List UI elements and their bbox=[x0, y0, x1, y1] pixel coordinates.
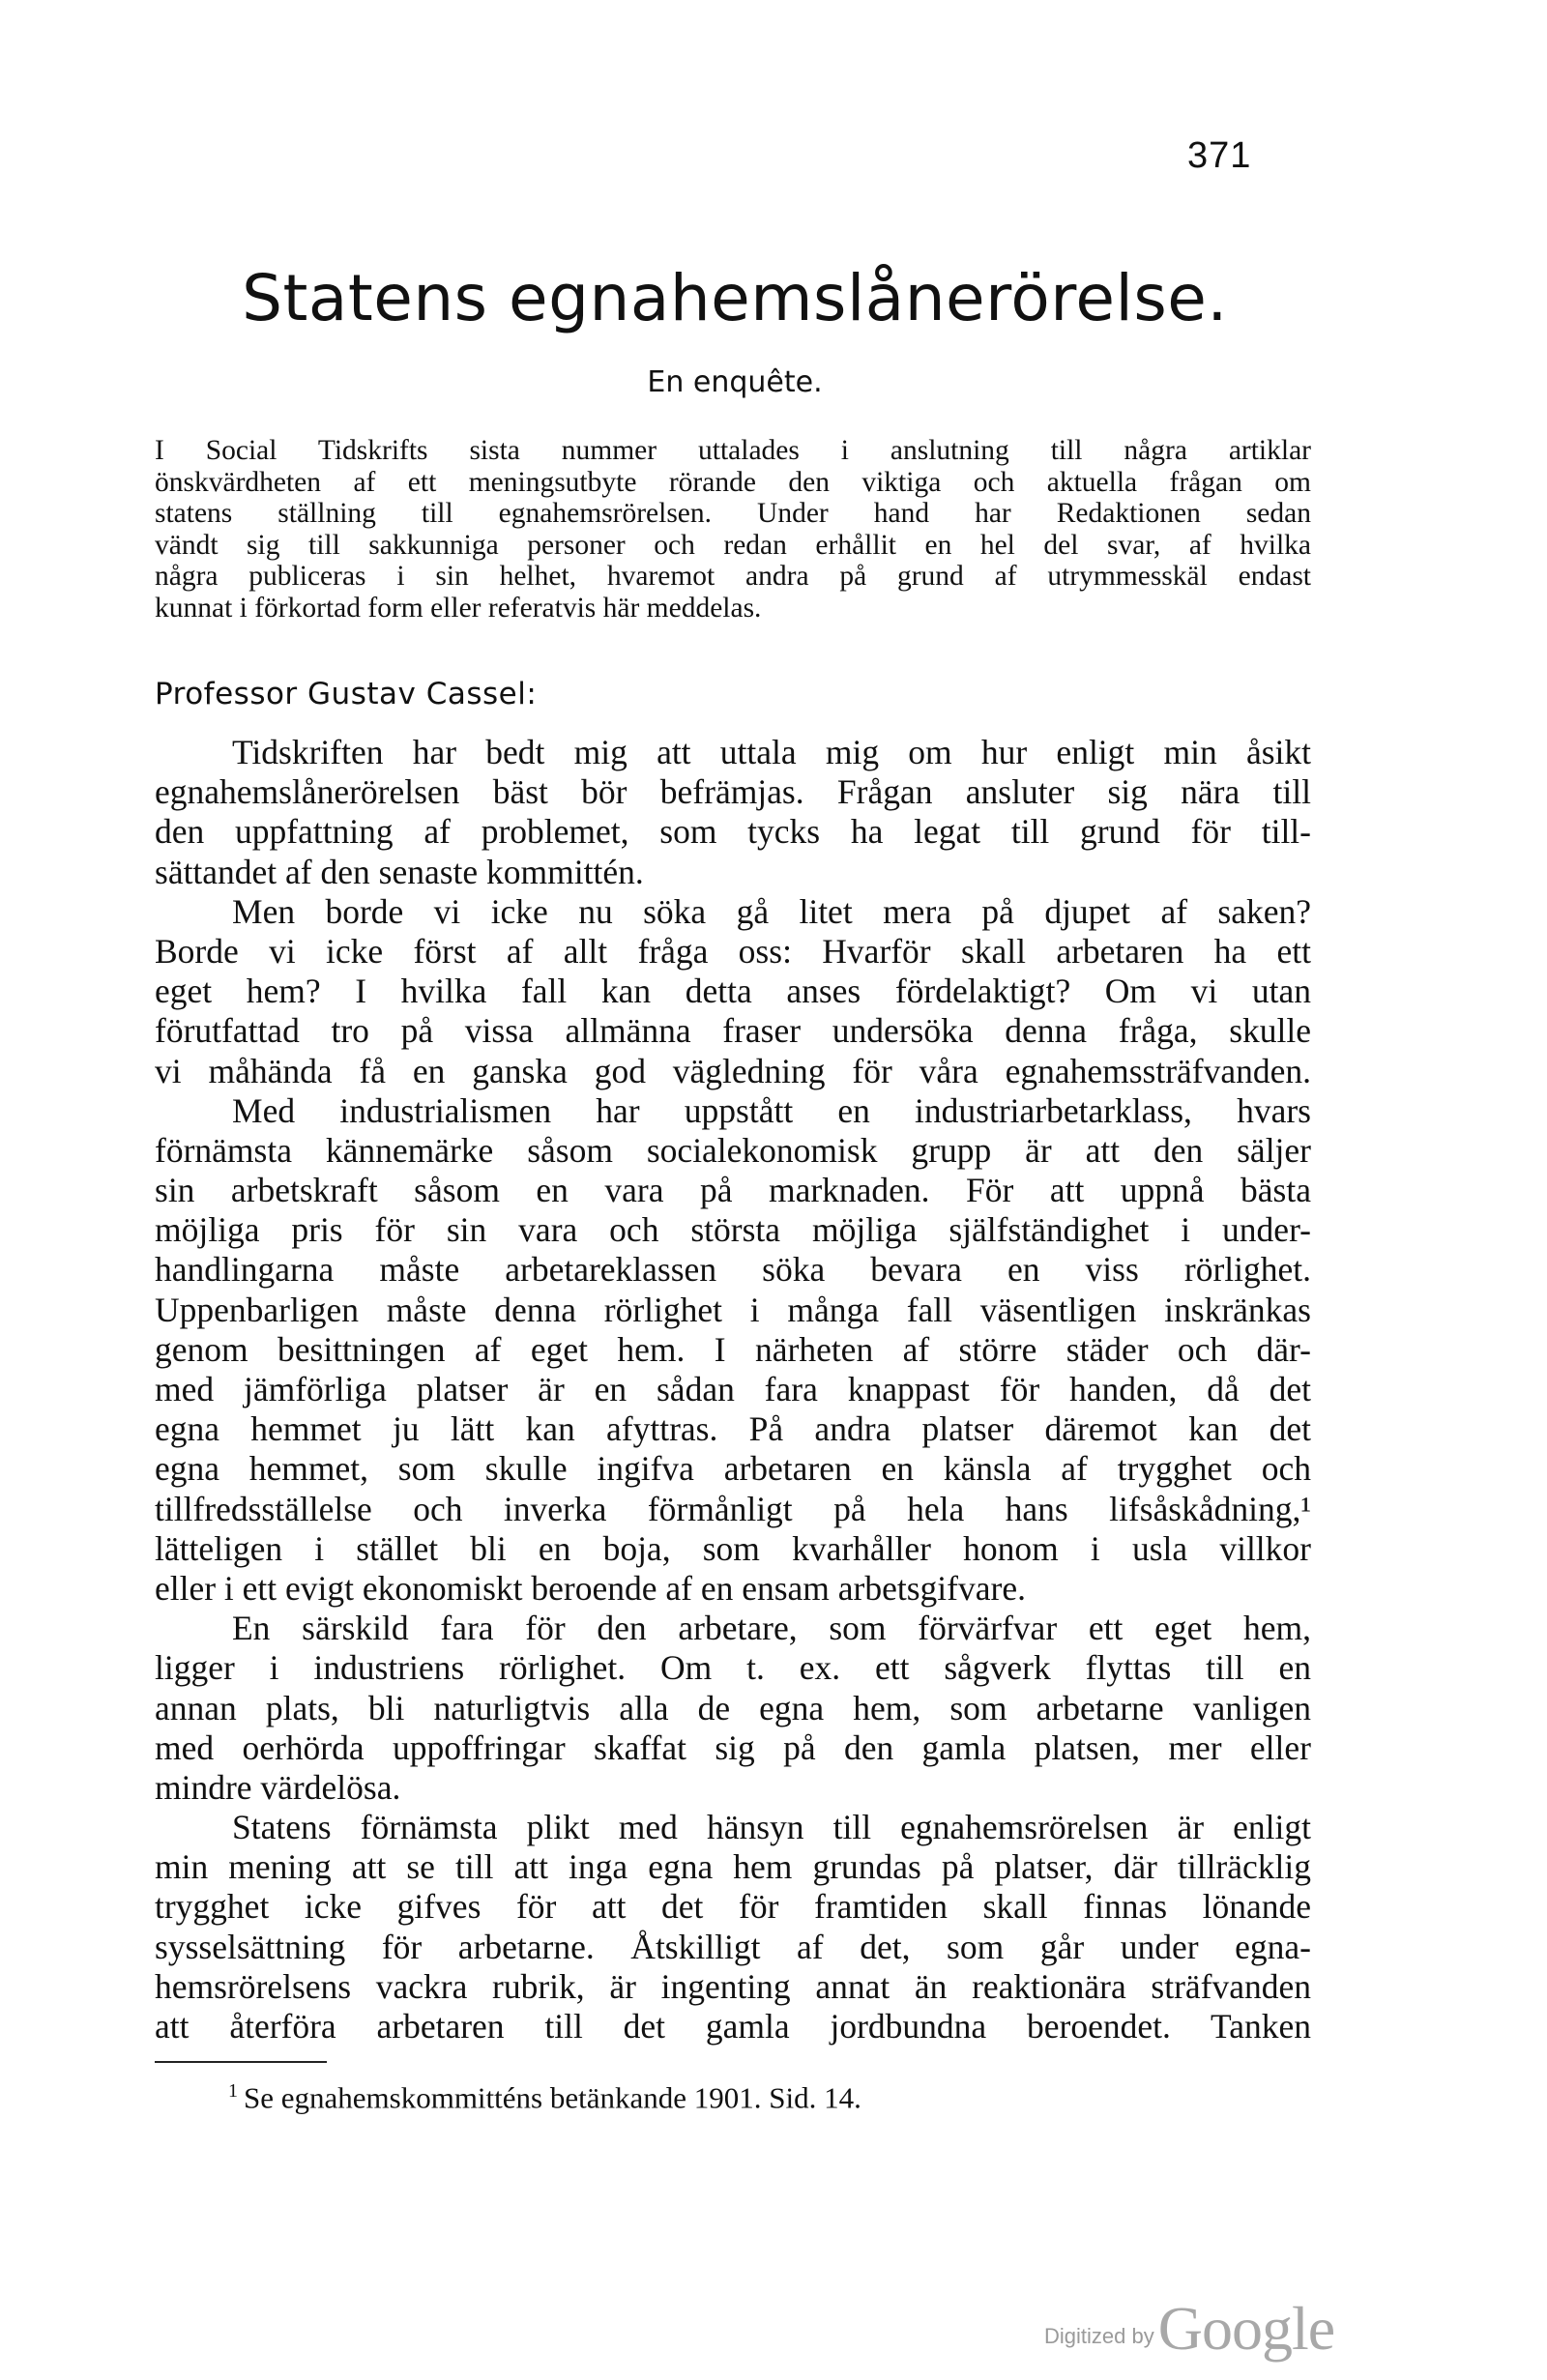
body-line: genom besittningen af eget hem. I närheten af större städer och där- bbox=[155, 1329, 1311, 1369]
body-line: trygghet icke gifves för att det för framtiden skall finnas lönande bbox=[155, 1887, 1311, 1927]
intro-paragraph bbox=[155, 435, 1311, 624]
page-number: 371 bbox=[1187, 135, 1252, 176]
body-line: Med industrialismen har uppstått en industriarbetarklass, hvars bbox=[232, 1090, 1311, 1130]
body-line: ligger i industriens rörlighet. Om t. ex. ett sågverk flyttas till en bbox=[155, 1648, 1311, 1688]
body-line: handlingarna måste arbetareklassen söka bevara en viss rörlighet. bbox=[155, 1250, 1311, 1290]
intro-line: några publiceras i sin helhet, hvaremot andra på grund af utrymmesskäl endast bbox=[155, 561, 1311, 592]
body-text bbox=[155, 733, 1311, 2046]
body-line: att återföra arbetaren till det gamla jordbundna beroendet. Tanken bbox=[155, 2007, 1311, 2046]
digitized-watermark bbox=[1044, 2293, 1334, 2365]
intro-line: önskvärdheten af ett meningsutbyte rörande den viktiga och aktuella frågan om bbox=[155, 466, 1311, 498]
body-line: vi måhända få en ganska god vägledning för våra egnahemssträfvanden. bbox=[155, 1051, 1311, 1090]
body-line: En särskild fara för den arbetare, som förvärfvar ett eget hem, bbox=[232, 1609, 1311, 1648]
body-line: Borde vi icke först af allt fråga oss: Hvarför skall arbetaren ha ett bbox=[155, 931, 1311, 971]
body-line: sysselsättning för arbetarne. Åtskilligt af det, som går under egna- bbox=[155, 1927, 1311, 1966]
body-line: egna hemmet, som skulle ingifva arbetaren en känsla af trygghet och bbox=[155, 1449, 1311, 1489]
footnote-marker: 1 bbox=[228, 2080, 238, 2102]
intro-line: kunnat i förkortad form eller referatvis här meddelas. bbox=[155, 592, 762, 624]
body-line: förnämsta kännemärke såsom socialekonomisk grupp är att den säljer bbox=[155, 1130, 1311, 1170]
body-line: Statens förnämsta plikt med hänsyn till egnahemsrörelsen är enligt bbox=[232, 1808, 1311, 1847]
intro-line: statens ställning till egnahemsrörelsen. Under hand har Redaktionen sedan bbox=[155, 498, 1311, 529]
article-title: Statens egnahemslånerörelse. bbox=[242, 261, 1228, 335]
footnote-divider bbox=[155, 2061, 327, 2063]
body-line: egna hemmet ju lätt kan afyttras. På andra platser däremot kan det bbox=[155, 1409, 1311, 1449]
body-line: min mening att se till att inga egna hem grundas på platser, där tillräcklig bbox=[155, 1847, 1311, 1887]
body-line: egnahemslånerörelsen bäst bör befrämjas. Frågan ansluter sig nära till bbox=[155, 772, 1311, 812]
body-line: den uppfattning af problemet, som tycks ha legat till grund för till- bbox=[155, 812, 1311, 852]
body-line: Uppenbarligen måste denna rörlighet i många fall väsentligen inskränkas bbox=[155, 1290, 1311, 1329]
intro-line: I Social Tidskrifts sista nummer uttalades i anslutning till några artiklar bbox=[155, 435, 1311, 466]
footnote-text: Se egnahemskommitténs betänkande 1901. Sid. 14. bbox=[244, 2080, 861, 2115]
body-line: Men borde vi icke nu söka gå litet mera på djupet af saken? bbox=[232, 891, 1311, 931]
article-subtitle: En enquête. bbox=[647, 365, 823, 399]
body-line: med oerhörda uppoffringar skaffat sig på den gamla platsen, mer eller bbox=[155, 1727, 1311, 1767]
body-line: annan plats, bli naturligtvis alla de egna hem, som arbetarne vanligen bbox=[155, 1688, 1311, 1727]
body-line: hemsrörelsens vackra rubrik, är ingenting annat än reaktionära sträfvanden bbox=[155, 1966, 1311, 2006]
body-line: eller i ett evigt ekonomiskt beroende af en ensam arbetsgifvare. bbox=[155, 1568, 1026, 1608]
intro-line: vändt sig till sakkunniga personer och redan erhållit en hel del svar, af hvilka bbox=[155, 529, 1311, 561]
body-line: mindre värdelösa. bbox=[155, 1767, 401, 1807]
google-logo: Google bbox=[1157, 2294, 1335, 2363]
body-line: lätteligen i stället bli en boja, som kvarhåller honom i usla villkor bbox=[155, 1528, 1311, 1568]
body-line: med jämförliga platser är en sådan fara knappast för handen, då det bbox=[155, 1370, 1311, 1408]
body-line: Tidskriften har bedt mig att uttala mig om hur enligt min åsikt bbox=[232, 733, 1311, 771]
watermark-prefix: Digitized by bbox=[1044, 2324, 1154, 2348]
body-line: eget hem? I hvilka fall kan detta anses fördelaktigt? Om vi utan bbox=[155, 972, 1311, 1011]
body-line: sin arbetskraft såsom en vara på marknaden. För att uppnå bästa bbox=[155, 1171, 1311, 1210]
footnote bbox=[228, 2080, 861, 2115]
speaker-heading: Professor Gustav Cassel: bbox=[155, 677, 538, 711]
body-line: förutfattad tro på vissa allmänna fraser undersöka denna fråga, skulle bbox=[155, 1011, 1311, 1051]
body-line: sättandet af den senaste kommittén. bbox=[155, 852, 644, 891]
body-line: tillfredsställelse och inverka förmånligt på hela hans lifsåskådning,¹ bbox=[155, 1489, 1311, 1528]
body-line: möjliga pris för sin vara och största möjliga själfständighet i under- bbox=[155, 1210, 1311, 1250]
